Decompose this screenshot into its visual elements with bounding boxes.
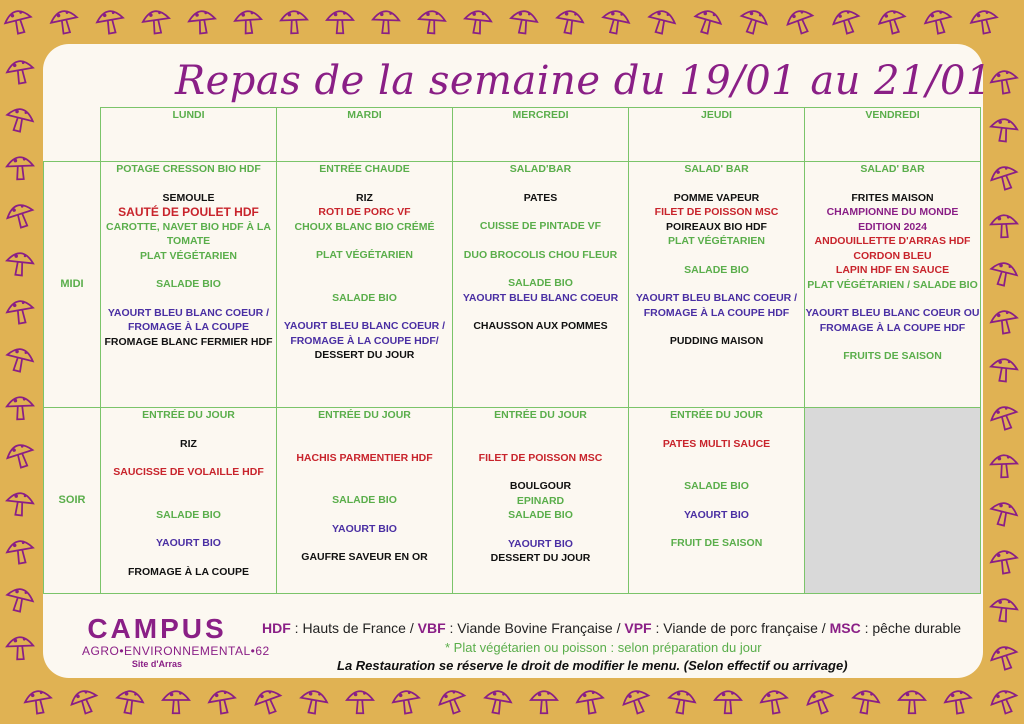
menu-item: PATES (523, 191, 558, 204)
menu-item: FILET DE POISSON MSC (478, 451, 603, 464)
menu-item: ROTI DE PORC VF (318, 206, 411, 218)
menu-item: RIZ (180, 437, 197, 450)
legend-abbr-msc: MSC (829, 620, 861, 636)
menu-item: YAOURT BLEU BLANC COEUR (462, 291, 619, 304)
legend-text-vbf: : Viande Bovine Française / (445, 620, 625, 636)
day-header-jeudi: JEUDI (629, 108, 805, 162)
menu-item: RIZ (356, 191, 373, 204)
menu-item: GAUFRE SAVEUR EN OR (301, 551, 428, 563)
menu-item: SALAD' BAR (684, 163, 749, 175)
menu-item: FROMAGE BLANC FERMIER HDF (104, 335, 273, 348)
menu-item: FRUITS DE SAISON (843, 350, 942, 362)
menu-item: SALAD'BAR (509, 163, 572, 175)
day-header-vendredi: VENDREDI (805, 108, 981, 162)
menu-item: PUDDING MAISON (669, 335, 764, 347)
menu-item: PLAT VÉGÉTARIEN / SALADE BIO (807, 278, 978, 291)
day-header-mardi: MARDI (277, 108, 453, 162)
menu-item: POIREAUX BIO HDF (666, 220, 767, 233)
menu-item: LAPIN HDF EN SAUCE (835, 264, 950, 276)
soir-row (44, 408, 981, 594)
menu-table (43, 107, 981, 594)
menu-item: ENTRÉE CHAUDE (319, 163, 410, 175)
menu-item: PLAT VÉGÉTARIEN (315, 249, 414, 261)
day-header-mercredi: MERCREDI (453, 108, 629, 162)
page-title: Repas de la semaine du 19/01 au 21/01 (175, 58, 992, 104)
midi-row (44, 162, 981, 408)
midi-cell-jeudi (629, 162, 805, 408)
menu-item: SAUCISSE DE VOLAILLE HDF (113, 466, 264, 478)
menu-item: SALADE BIO (156, 278, 221, 290)
logo-name: CAMPUS (87, 613, 227, 644)
row-label-soir: SOIR (44, 408, 101, 594)
legend-abbr-hdf: HDF (262, 620, 291, 636)
menu-item: PLAT VÉGÉTARIEN (667, 235, 766, 247)
soir-cell-mardi (277, 408, 453, 594)
day-header-lundi: LUNDI (101, 108, 277, 162)
campus-logo (82, 613, 270, 670)
legend-text-msc: : pêche durable (860, 620, 962, 636)
menu-item: PLAT VÉGÉTARIEN (139, 249, 238, 262)
menu-item: ANDOUILLETTE D'ARRAS HDF (814, 235, 971, 247)
corner-cell (44, 108, 101, 162)
menu-item: SALADE BIO (332, 494, 397, 506)
menu-item: ENTRÉE DU JOUR (142, 409, 235, 421)
menu-item: FRUIT DE SAISON (670, 537, 763, 549)
menu-item: BOULGOUR (509, 480, 572, 492)
menu-item: YAOURT BIO (156, 537, 221, 549)
menu-item: CUISSE DE PINTADE VF (479, 220, 602, 232)
soir-cell-vendredi-empty (805, 408, 981, 594)
soir-cell-jeudi (629, 408, 805, 594)
menu-item: ENTRÉE DU JOUR (318, 409, 411, 421)
midi-cell-lundi (101, 162, 277, 408)
menu-item: YAOURT BIO (508, 537, 573, 550)
menu-item: POMME VAPEUR (673, 191, 760, 204)
midi-cell-mercredi (453, 162, 629, 408)
menu-item: SEMOULE (162, 191, 215, 204)
menu-item: YAOURT BLEU BLANC COEUR / FROMAGE À LA COUPE HDF (635, 292, 798, 319)
menu-item: YAOURT BIO (684, 508, 749, 521)
menu-item: EPINARD (516, 494, 565, 507)
midi-cell-vendredi (805, 162, 981, 408)
soir-cell-mercredi (453, 408, 629, 594)
legend-text-vpf: : Viande de porc française / (651, 620, 830, 636)
menu-item: SALADE BIO (156, 508, 221, 521)
menu-item: POTAGE CRESSON BIO HDF (116, 163, 261, 175)
menu-item: FILET DE POISSON MSC (654, 206, 779, 218)
soir-cell-lundi (101, 408, 277, 594)
menu-item: YAOURT BLEU BLANC COEUR / FROMAGE À LA COUPE (107, 306, 270, 333)
menu-item: SALAD' BAR (860, 163, 925, 175)
menu-item: HACHIS PARMENTIER HDF (296, 451, 433, 464)
menu-item: CHOUX BLANC BIO CRÉMÉ (294, 220, 435, 233)
menu-item: SALADE BIO (684, 263, 749, 276)
menu-item: YAOURT BIO (332, 522, 397, 535)
disclaimer: La Restauration se réserve le droit de modifier le menu. (Selon effectif ou arrivage) (337, 658, 848, 673)
menu-item: SALADE BIO (508, 509, 573, 521)
legend-line (262, 620, 961, 636)
logo-subtitle: AGRO•ENVIRONNEMENTAL•62 (82, 644, 270, 658)
menu-item: CHAMPIONNE DU MONDE EDITION 2024 (826, 206, 959, 233)
menu-item: DESSERT DU JOUR (490, 552, 591, 564)
menu-item: YAOURT BLEU BLANC COEUR OU FROMAGE À LA COUPE HDF (805, 307, 980, 334)
legend-abbr-vpf: VPF (624, 620, 652, 636)
menu-item: YAOURT BLEU BLANC COEUR / FROMAGE À LA COUPE HDF/ (283, 320, 446, 347)
menu-item: DUO BROCOLIS CHOU FLEUR (463, 248, 618, 261)
day-header-row (44, 108, 981, 162)
menu-item: SALADE BIO (332, 291, 397, 304)
row-label-midi: MIDI (44, 162, 101, 408)
menu-item: SALADE BIO (508, 277, 573, 289)
midi-cell-mardi (277, 162, 453, 408)
menu-item: DESSERT DU JOUR (314, 349, 415, 361)
menu-item: SAUTÉ DE POULET HDF (118, 205, 259, 219)
menu-item: CORDON BLEU (853, 249, 932, 262)
vegetarian-note: * Plat végétarien ou poisson : selon préparation du jour (445, 640, 762, 655)
logo-site: Site d'Arras (131, 659, 183, 669)
menu-item: FRITES MAISON (851, 191, 934, 204)
menu-item: SALADE BIO (684, 480, 749, 492)
menu-item: CHAUSSON AUX POMMES (473, 320, 608, 332)
menu-item: PATES MULTI SAUCE (662, 437, 771, 450)
legend-abbr-vbf: VBF (417, 620, 446, 636)
menu-item: ENTRÉE DU JOUR (670, 409, 763, 421)
menu-item: CAROTTE, NAVET BIO HDF À LA TOMATE (106, 220, 271, 247)
menu-item: ENTRÉE DU JOUR (494, 409, 587, 421)
legend-text-hdf: : Hauts de France / (290, 620, 418, 636)
menu-item: FROMAGE À LA COUPE (128, 565, 249, 578)
